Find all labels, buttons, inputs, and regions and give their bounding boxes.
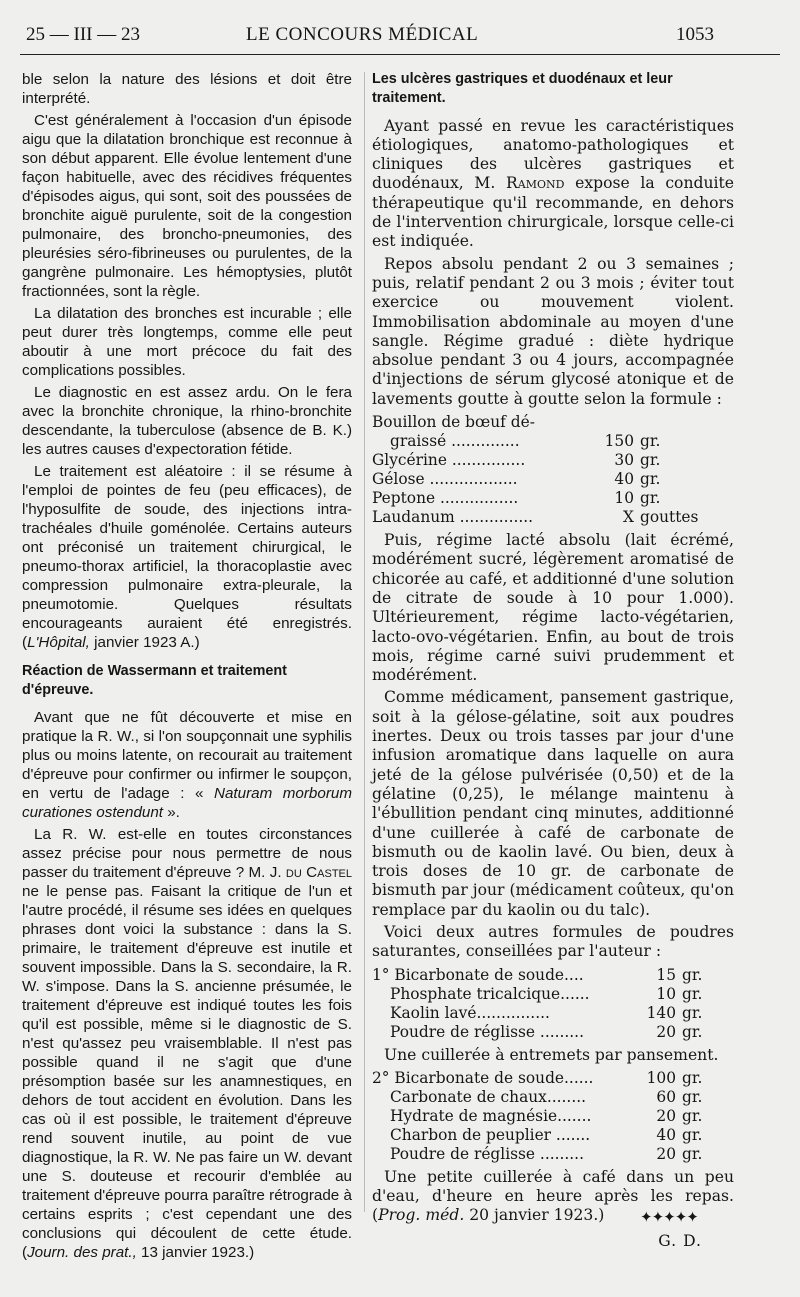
ingredient-name: Glycérine ............... xyxy=(372,451,526,470)
ingredient-quantity: 40 xyxy=(656,1125,676,1144)
ingredient-unit: gr. xyxy=(682,1144,703,1163)
ingredient-quantity: 100 xyxy=(646,1068,676,1087)
paragraph: Voici deux autres formules de poudres saturantes, conseillées par l'auteur : xyxy=(372,922,734,961)
author-name: Ramond xyxy=(506,174,565,193)
paragraph xyxy=(22,708,352,822)
text-run: expose la conduite thérapeutique qu'il recommande, en dehors de l'intervention chirurgicale, lorsque celle-ci est indiquée. xyxy=(372,174,734,251)
formula-row xyxy=(372,1145,702,1164)
ingredient-unit: gr. xyxy=(682,1022,703,1041)
ingredient-quantity: 60 xyxy=(656,1087,676,1106)
ingredient-name: Kaolin lavé............... xyxy=(390,1003,550,1022)
column-divider xyxy=(364,72,365,1212)
ingredient-unit xyxy=(640,413,698,432)
formula-powder-1 xyxy=(372,966,702,1042)
ingredient-name: graissé .............. xyxy=(390,432,520,451)
ingredient-quantity: 20 xyxy=(656,1022,676,1041)
ingredient-unit: gouttes xyxy=(640,508,699,527)
ingredient-quantity: 40 xyxy=(614,470,634,489)
ingredient-unit: gr. xyxy=(640,451,661,470)
source-citation: Prog. méd. xyxy=(378,1206,465,1225)
formula-row xyxy=(372,508,698,527)
ingredient-name: Charbon de peuplier ....... xyxy=(390,1125,591,1144)
ingredient-quantity: 150 xyxy=(604,432,634,451)
ingredient-name: Carbonate de chaux........ xyxy=(390,1087,586,1106)
paragraph xyxy=(372,117,734,252)
ingredient-name: Hydrate de magnésie....... xyxy=(390,1106,592,1125)
paragraph: La dilatation des bronches est incurable ; elle peut durer très longtemps, comme elle peut aboutir à une mort précoce du fait des complications possibles. xyxy=(22,305,352,379)
paragraph: C'est généralement à l'occasion d'un épisode aigu que la dilatation bronchique est reconnue à son début apparent. Elle évolue lentement d'une façon habituelle, avec des récidives fréquentes d'épisodes aigus, qui sont, soit des poussées de bronchite aiguë purulente, soit de la congestion pulmonaire, des broncho-pneumonies, des pleurésies séro-fibrineuses ou purulentes, de la gangrène pulmonaire. Les hémoptysies, plutôt fractionnées, sont la règle. xyxy=(22,112,352,300)
ingredient-unit: gr. xyxy=(640,470,661,489)
header-rule xyxy=(20,54,780,55)
formula-lavement xyxy=(372,413,698,527)
right-column xyxy=(372,70,734,1254)
ingredient-unit: gr. xyxy=(682,1003,703,1022)
formula-row xyxy=(372,1004,702,1023)
ingredient-unit: gr. xyxy=(640,489,661,508)
header-journal-title: LE CONCOURS MÉDICAL xyxy=(246,24,479,45)
text-run: janvier 1923 A.) xyxy=(89,634,200,651)
paragraph xyxy=(22,825,352,1262)
ingredient-quantity xyxy=(590,413,640,432)
paragraph: Puis, régime lacté absolu (lait écrémé, modérément sucré, légèrement aromatisé de chicorée au café, et additionné d'une solution de citrate de soude à 10 pour 1.000). Ultérieurement, régime lacto-végétarien, lacto-ovo-végétarien. Enfin, au bout de trois mois, régime carné suivi prudemment et modérément. xyxy=(372,531,734,685)
ingredient-unit: gr. xyxy=(682,1087,703,1106)
formula-row xyxy=(372,489,698,508)
source-citation: Journ. des prat., xyxy=(27,1244,137,1261)
formula-row xyxy=(372,1088,702,1107)
paragraph xyxy=(22,462,352,652)
ingredient-name: Poudre de réglisse ......... xyxy=(390,1022,584,1041)
ingredient-unit: gr. xyxy=(682,984,703,1003)
ingredient-quantity: 20 xyxy=(656,1144,676,1163)
formula-row xyxy=(372,1126,702,1145)
text-run: Le traitement est aléatoire : il se résume à l'emploi de pointes de feu (peu efficaces), de l'hyposulfite de soude, des injections intra-trachéales d'huile goménolée. Certains auteurs ont préconisé un traitement chirurgical, le pneumo-thorax artificiel, la thoracoplastie avec compression pulmonaire extra-pleurale, la pneumotomie. Quelques résultats encourageants auraient été enregistrés. ( xyxy=(22,463,352,651)
text-run: Ayant passé en revue les caractéristiques étiologiques, anatomo-pathologiques et cliniques des ulcères gastriques et duodénaux, M. xyxy=(372,116,734,193)
ingredient-unit: gr. xyxy=(682,1106,703,1125)
author-signature: G. D. xyxy=(658,1231,702,1250)
ingredient-name: Laudanum ............... xyxy=(372,508,534,527)
ingredient-unit: gr. xyxy=(682,1125,703,1144)
text-run: Avant que ne fût découverte et mise en pratique la R. W., si l'on soupçonnait une syphilis plus ou moins latente, on recourait au traitement d'épreuve pour confirmer ou infirmer le soupçon, en vertu de l'adage : « xyxy=(22,709,352,802)
formula-row xyxy=(372,966,702,985)
header-page-number: 1053 xyxy=(676,24,714,45)
dosage-note: Une cuillerée à entremets par pansement. xyxy=(384,1045,719,1064)
formula-row xyxy=(372,451,698,470)
ingredient-quantity: 20 xyxy=(656,1106,676,1125)
ingredient-name: Poudre de réglisse ......... xyxy=(390,1144,584,1163)
text-run: La R. W. est-elle en toutes circonstances assez précise pour nous permettre de nous passer du traitement d'épreuve ? M. J. xyxy=(22,826,352,881)
ingredient-quantity: 10 xyxy=(656,984,676,1003)
ingredient-name: 2° Bicarbonate de soude...... xyxy=(372,1068,594,1087)
left-column xyxy=(22,70,352,1265)
ingredient-name: Peptone ................ xyxy=(372,489,519,508)
formula-row xyxy=(372,432,698,451)
ingredient-quantity: 15 xyxy=(656,965,676,984)
ingredient-name: Gélose .................. xyxy=(372,470,518,489)
ornament-divider: ✦✦✦✦✦ xyxy=(640,1208,698,1226)
formula-row xyxy=(372,470,698,489)
text-run: ». xyxy=(163,804,180,821)
ingredient-unit: gr. xyxy=(682,1068,703,1087)
header-folio: 25 — III — 23 xyxy=(26,24,140,45)
formula-row xyxy=(372,985,702,1004)
formula-row xyxy=(372,413,698,432)
ingredient-name: Phosphate tricalcique...... xyxy=(390,984,590,1003)
running-header xyxy=(0,24,800,48)
ingredient-name: Bouillon de bœuf dé- xyxy=(372,413,535,432)
text-run: 20 janvier 1923.) xyxy=(464,1206,605,1225)
section-heading-ulcers: Les ulcères gastriques et duodénaux et leur traitement. xyxy=(372,71,673,107)
ingredient-unit: gr. xyxy=(682,965,703,984)
ingredient-name: 1° Bicarbonate de soude.... xyxy=(372,965,584,984)
text-run: Une petite cuillerée à café dans un peu d'eau, d'heure en heure après les repas. ( xyxy=(372,1167,734,1225)
formula-row xyxy=(372,1107,702,1126)
section-heading-wassermann: Réaction de Wassermann et traitement d'épreuve. xyxy=(22,663,287,698)
author-name: du Castel xyxy=(285,864,352,881)
ingredient-quantity: 140 xyxy=(646,1003,676,1022)
ingredient-quantity: 30 xyxy=(614,451,634,470)
formula-row xyxy=(372,1023,702,1042)
ingredient-quantity: X xyxy=(623,508,634,527)
paragraph: Le diagnostic en est assez ardu. On le fera avec la bronchite chronique, la rhino-bronchite descendante, la tuberculose (absence de B. K.) les autres causes d'expectoration fétide. xyxy=(22,384,352,458)
paragraph: Repos absolu pendant 2 ou 3 semaines ; puis, relatif pendant 2 ou 3 mois ; éviter tout exercice ou mouvement violent. Immobilisation abdominale au moyen d'une sangle. Régime gradué : diète hydrique absolue pendant 3 ou 4 jours, accompagnée d'injections de sérum glycosé atonique et de lavements goutte à goutte selon la formule : xyxy=(372,254,734,408)
ingredient-unit: gr. xyxy=(640,432,661,451)
ingredient-quantity: 10 xyxy=(614,489,634,508)
latin-adage: Naturam morborum curationes ostendunt xyxy=(22,785,352,821)
formula-row xyxy=(372,1069,702,1088)
text-run: 13 janvier 1923.) xyxy=(136,1244,255,1261)
paragraph: Comme médicament, pansement gastrique, soit à la gélose-gélatine, soit aux poudres inertes. Deux ou trois tasses par jour d'une infusion aromatique dans laquelle on aura jeté de la gélose pulvérisée (0,50) et de la gélatine (0,25), le mélange maintenu à l'ébullition pendant cinq minutes, additionné d'une cuillerée à café de carbonate de bismuth ou de kaolin lavé. Ou bien, deux à trois doses de 10 gr. de carbonate de bismuth par jour (médicament coûteux, qu'on remplace par du kaolin ou du talc). xyxy=(372,688,734,919)
text-run: ne le pense pas. Faisant la critique de l'un et l'autre procédé, il résume ses idées en quelques phrases dont voici la substance : dans la S. primaire, le traitement d'épreuve est inutile et souvent impossible. Dans la S. secondaire, la R. W. s'impose. Dans la S. ancienne présumée, le traitement d'épreuve est indiqué toutes les fois qu'il est possible, même si le diagnostic de S. n'est qu'assez peu vraisemblable. Il n'est pas possible quand il ne s'agit que d'une présomption basée sur les anamnestiques, en dehors de tout accident en évolution. Dans les cas où il est possible, le traitement d'épreuve rend souvent inutile, au point de vue diagnostique, la R. W. Ne pas faire un W. devant une S. douteuse et recourir d'emblée au traitement d'épreuve pourra paraître rétrograde à certains esprits ; c'est cependant une des conclusions qui découlent de cette étude. ( xyxy=(22,883,352,1261)
paragraph: ble selon la nature des lésions et doit être interprété. xyxy=(22,71,352,107)
formula-powder-2 xyxy=(372,1069,702,1164)
source-citation: L'Hôpital, xyxy=(27,634,90,651)
